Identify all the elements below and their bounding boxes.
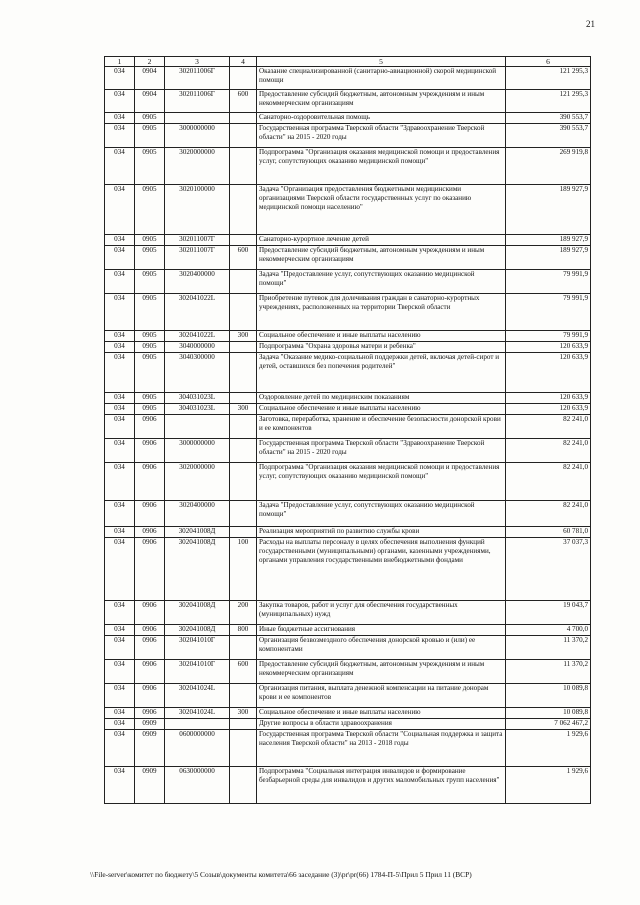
header-col-4: 4 [230,57,257,67]
cell-amount: 7 062 467,2 [506,719,591,730]
cell-code: 034 [105,294,135,331]
cell-amount: 82 241,0 [506,415,591,439]
cell-article: 3000000000 [165,124,230,148]
table-row [105,148,591,185]
cell-article: 3020400000 [165,501,230,527]
cell-code: 034 [105,124,135,148]
cell-description: Закупка товаров, работ и услуг для обеспечения государственных (муниципальных) нужд [257,601,506,625]
cell-section: 0906 [135,708,165,719]
cell-amount: 37 037,3 [506,538,591,601]
cell-code: 034 [105,113,135,124]
cell-expense-type [230,270,257,294]
table-row [105,235,591,246]
table-row [105,270,591,294]
cell-expense-type [230,730,257,767]
cell-description: Государственная программа Тверской области "Здравоохранение Тверской области" на 2015 - 2020 годы [257,124,506,148]
cell-code: 034 [105,684,135,708]
cell-expense-type [230,393,257,404]
cell-code: 034 [105,527,135,538]
cell-section: 0905 [135,148,165,185]
cell-section: 0905 [135,235,165,246]
cell-code: 034 [105,148,135,185]
cell-expense-type [230,113,257,124]
cell-description: Заготовка, переработка, хранение и обеспечение безопасности донорской крови и ее компонентов [257,415,506,439]
cell-article: 3040000000 [165,342,230,353]
table-row [105,730,591,767]
cell-code: 034 [105,353,135,393]
cell-description: Социальное обеспечение и иные выплаты населению [257,708,506,719]
cell-article: 302041008Д [165,601,230,625]
cell-section: 0905 [135,270,165,294]
cell-description: Приобретение путевок для долечивания граждан в санаторно-курортных учреждениях, расположенных на территории Тверской области [257,294,506,331]
cell-section: 0905 [135,113,165,124]
table-row [105,90,591,113]
cell-expense-type: 800 [230,625,257,636]
cell-description: Социальное обеспечение и иные выплаты населению [257,331,506,342]
cell-amount: 82 241,0 [506,501,591,527]
table-row [105,719,591,730]
cell-code: 034 [105,393,135,404]
cell-expense-type: 300 [230,708,257,719]
cell-expense-type [230,67,257,90]
cell-code: 034 [105,708,135,719]
cell-article: 3000000000 [165,439,230,463]
cell-article: 302041008Д [165,527,230,538]
cell-amount: 390 553,7 [506,124,591,148]
cell-amount: 11 370,2 [506,660,591,684]
cell-amount: 189 927,9 [506,185,591,235]
cell-article: 302011006Г [165,67,230,90]
cell-article: 302011007Г [165,246,230,270]
cell-description: Организация безвозмездного обеспечения донорской кровью и (или) ее компонентами [257,636,506,660]
cell-section: 0904 [135,90,165,113]
cell-section: 0906 [135,538,165,601]
header-col-5: 5 [257,57,506,67]
cell-amount: 120 633,9 [506,353,591,393]
table-row [105,636,591,660]
cell-amount: 79 991,9 [506,294,591,331]
cell-description: Организация питания, выплата денежной компенсации на питание донорам крови и ее компонентов [257,684,506,708]
cell-description: Оздоровление детей по медицинским показаниям [257,393,506,404]
table-row [105,660,591,684]
cell-section: 0906 [135,601,165,625]
cell-amount: 121 295,3 [506,90,591,113]
cell-expense-type [230,148,257,185]
cell-code: 034 [105,342,135,353]
cell-expense-type [230,353,257,393]
cell-description: Подпрограмма "Организация оказания медицинской помощи и предоставления услуг, сопутствующих оказанию медицинской помощи" [257,463,506,501]
header-col-1: 1 [105,57,135,67]
cell-section: 0905 [135,294,165,331]
table-row [105,113,591,124]
cell-amount: 1 929,6 [506,730,591,767]
table-row [105,415,591,439]
cell-code: 034 [105,719,135,730]
cell-section: 0904 [135,67,165,90]
cell-description: Подпрограмма "Охрана здоровья матери и ребенка" [257,342,506,353]
cell-article: 302011007Г [165,235,230,246]
cell-expense-type [230,439,257,463]
cell-expense-type [230,463,257,501]
cell-article: 302041008Д [165,538,230,601]
cell-code: 034 [105,90,135,113]
cell-amount: 82 241,0 [506,439,591,463]
cell-expense-type: 600 [230,90,257,113]
cell-section: 0906 [135,660,165,684]
cell-description: Задача "Предоставление услуг, сопутствующих оказанию медицинской помощи" [257,270,506,294]
cell-code: 034 [105,439,135,463]
table-row [105,246,591,270]
cell-amount: 79 991,9 [506,331,591,342]
cell-article: 3020000000 [165,463,230,501]
cell-section: 0906 [135,527,165,538]
cell-article [165,719,230,730]
cell-description: Оказание специализированной (санитарно-авиационной) скорой медицинской помощи [257,67,506,90]
table-row [105,767,591,804]
cell-code: 034 [105,67,135,90]
cell-article: 3040300000 [165,353,230,393]
cell-expense-type [230,235,257,246]
footer-file-path: \\File-server\комитет по бюджету\5 Созыв\документы комитета\66 заседание (3)\pr\pr(66) 1784-П-5\Прил 5 Прил 11 (ВСР) [90,870,472,879]
cell-article: 0630000000 [165,767,230,804]
cell-article: 302041010Г [165,636,230,660]
table-row [105,342,591,353]
cell-description: Реализация мероприятий по развитию службы крови [257,527,506,538]
cell-expense-type [230,124,257,148]
cell-code: 034 [105,185,135,235]
cell-amount: 82 241,0 [506,463,591,501]
cell-description: Другие вопросы в области здравоохранения [257,719,506,730]
table-header-row [105,57,591,67]
cell-article: 302041010Г [165,660,230,684]
cell-amount: 189 927,9 [506,235,591,246]
cell-expense-type [230,501,257,527]
cell-article: 3020100000 [165,185,230,235]
cell-description: Предоставление субсидий бюджетным, автономным учреждениям и иным некоммерческим организациям [257,90,506,113]
table-row [105,353,591,393]
cell-section: 0905 [135,393,165,404]
cell-code: 034 [105,660,135,684]
cell-expense-type: 300 [230,404,257,415]
cell-amount: 121 295,3 [506,67,591,90]
cell-amount: 189 927,9 [506,246,591,270]
cell-amount: 60 781,0 [506,527,591,538]
cell-description: Предоставление субсидий бюджетным, автономным учреждениям и иным некоммерческим организациям [257,246,506,270]
cell-expense-type: 600 [230,660,257,684]
cell-section: 0905 [135,353,165,393]
cell-code: 034 [105,636,135,660]
cell-amount: 19 043,7 [506,601,591,625]
table-row [105,439,591,463]
cell-code: 034 [105,538,135,601]
cell-description: Подпрограмма "Организация оказания медицинской помощи и предоставления услуг, сопутствующих оказанию медицинской помощи" [257,148,506,185]
table-row [105,501,591,527]
cell-expense-type [230,294,257,331]
cell-code: 034 [105,601,135,625]
cell-amount: 10 089,8 [506,684,591,708]
cell-article: 302041024L [165,708,230,719]
cell-article: 3020400000 [165,270,230,294]
cell-section: 0905 [135,331,165,342]
table-row [105,538,591,601]
cell-article: 304031023L [165,393,230,404]
cell-article: 302041008Д [165,625,230,636]
cell-expense-type [230,185,257,235]
cell-code: 034 [105,767,135,804]
table-row [105,185,591,235]
cell-article [165,113,230,124]
cell-article: 302041024L [165,684,230,708]
cell-code: 034 [105,415,135,439]
cell-expense-type [230,767,257,804]
cell-section: 0906 [135,415,165,439]
cell-amount: 120 633,9 [506,404,591,415]
table-row [105,684,591,708]
cell-expense-type [230,527,257,538]
table-row [105,601,591,625]
cell-expense-type [230,415,257,439]
cell-amount: 4 700,0 [506,625,591,636]
table-row [105,124,591,148]
cell-section: 0909 [135,730,165,767]
cell-section: 0905 [135,185,165,235]
cell-description: Предоставление субсидий бюджетным, автономным учреждениям и иным некоммерческим организациям [257,660,506,684]
cell-description: Расходы на выплаты персоналу в целях обеспечения выполнения функций государственными (муниципальными) органами, казенными учреждениями, органами управления государственными внебюджетными фондами [257,538,506,601]
cell-description: Задача "Организация предоставления бюджетными медицинскими организациями Тверской области государственных услуг по оказанию медицинской помощи населению" [257,185,506,235]
cell-description: Иные бюджетные ассигнования [257,625,506,636]
table-row [105,404,591,415]
cell-section: 0905 [135,124,165,148]
table-row [105,67,591,90]
cell-section: 0906 [135,439,165,463]
cell-expense-type: 600 [230,246,257,270]
table-row [105,708,591,719]
header-col-6: 6 [506,57,591,67]
header-col-2: 2 [135,57,165,67]
cell-section: 0906 [135,684,165,708]
cell-code: 034 [105,625,135,636]
cell-amount: 390 553,7 [506,113,591,124]
table-row [105,625,591,636]
cell-article: 3020000000 [165,148,230,185]
cell-expense-type: 200 [230,601,257,625]
cell-description: Санаторно-оздоровительная помощь [257,113,506,124]
table-row [105,294,591,331]
budget-table [104,56,591,804]
cell-expense-type: 300 [230,331,257,342]
cell-code: 034 [105,235,135,246]
cell-section: 0906 [135,501,165,527]
cell-code: 034 [105,270,135,294]
cell-article: 0600000000 [165,730,230,767]
cell-article: 302041022L [165,294,230,331]
table-row [105,331,591,342]
cell-amount: 1 929,6 [506,767,591,804]
table-row [105,527,591,538]
cell-section: 0909 [135,719,165,730]
cell-code: 034 [105,501,135,527]
cell-amount: 120 633,9 [506,393,591,404]
cell-amount: 11 370,2 [506,636,591,660]
cell-description: Государственная программа Тверской области "Социальная поддержка и защита населения Тверской области" на 2013 - 2018 годы [257,730,506,767]
cell-description: Государственная программа Тверской области "Здравоохранение Тверской области" на 2015 - 2020 годы [257,439,506,463]
page-number: 21 [586,19,595,29]
table-row [105,393,591,404]
cell-section: 0906 [135,463,165,501]
cell-code: 034 [105,331,135,342]
cell-description: Задача "Оказание медико-социальной поддержки детей, включая детей-сирот и детей, оставшихся без попечения родителей" [257,353,506,393]
cell-section: 0906 [135,636,165,660]
cell-description: Социальное обеспечение и иные выплаты населению [257,404,506,415]
cell-section: 0905 [135,246,165,270]
cell-description: Подпрограмма "Социальная интеграция инвалидов и формирование безбарьерной среды для инвалидов и других маломобильных групп населения" [257,767,506,804]
cell-expense-type: 100 [230,538,257,601]
cell-code: 034 [105,730,135,767]
cell-expense-type [230,636,257,660]
cell-amount: 120 633,9 [506,342,591,353]
cell-section: 0909 [135,767,165,804]
table-row [105,463,591,501]
cell-expense-type [230,342,257,353]
header-col-3: 3 [165,57,230,67]
cell-section: 0906 [135,625,165,636]
cell-article: 302041022L [165,331,230,342]
cell-section: 0905 [135,342,165,353]
cell-expense-type [230,719,257,730]
cell-code: 034 [105,404,135,415]
cell-description: Задача "Предоставление услуг, сопутствующих оказанию медицинской помощи" [257,501,506,527]
cell-amount: 79 991,9 [506,270,591,294]
cell-expense-type [230,684,257,708]
cell-article: 302011006Г [165,90,230,113]
cell-amount: 269 919,8 [506,148,591,185]
cell-code: 034 [105,463,135,501]
cell-article: 304031023L [165,404,230,415]
cell-article [165,415,230,439]
cell-section: 0905 [135,404,165,415]
cell-amount: 10 089,8 [506,708,591,719]
cell-code: 034 [105,246,135,270]
cell-description: Санаторно-курортное лечение детей [257,235,506,246]
